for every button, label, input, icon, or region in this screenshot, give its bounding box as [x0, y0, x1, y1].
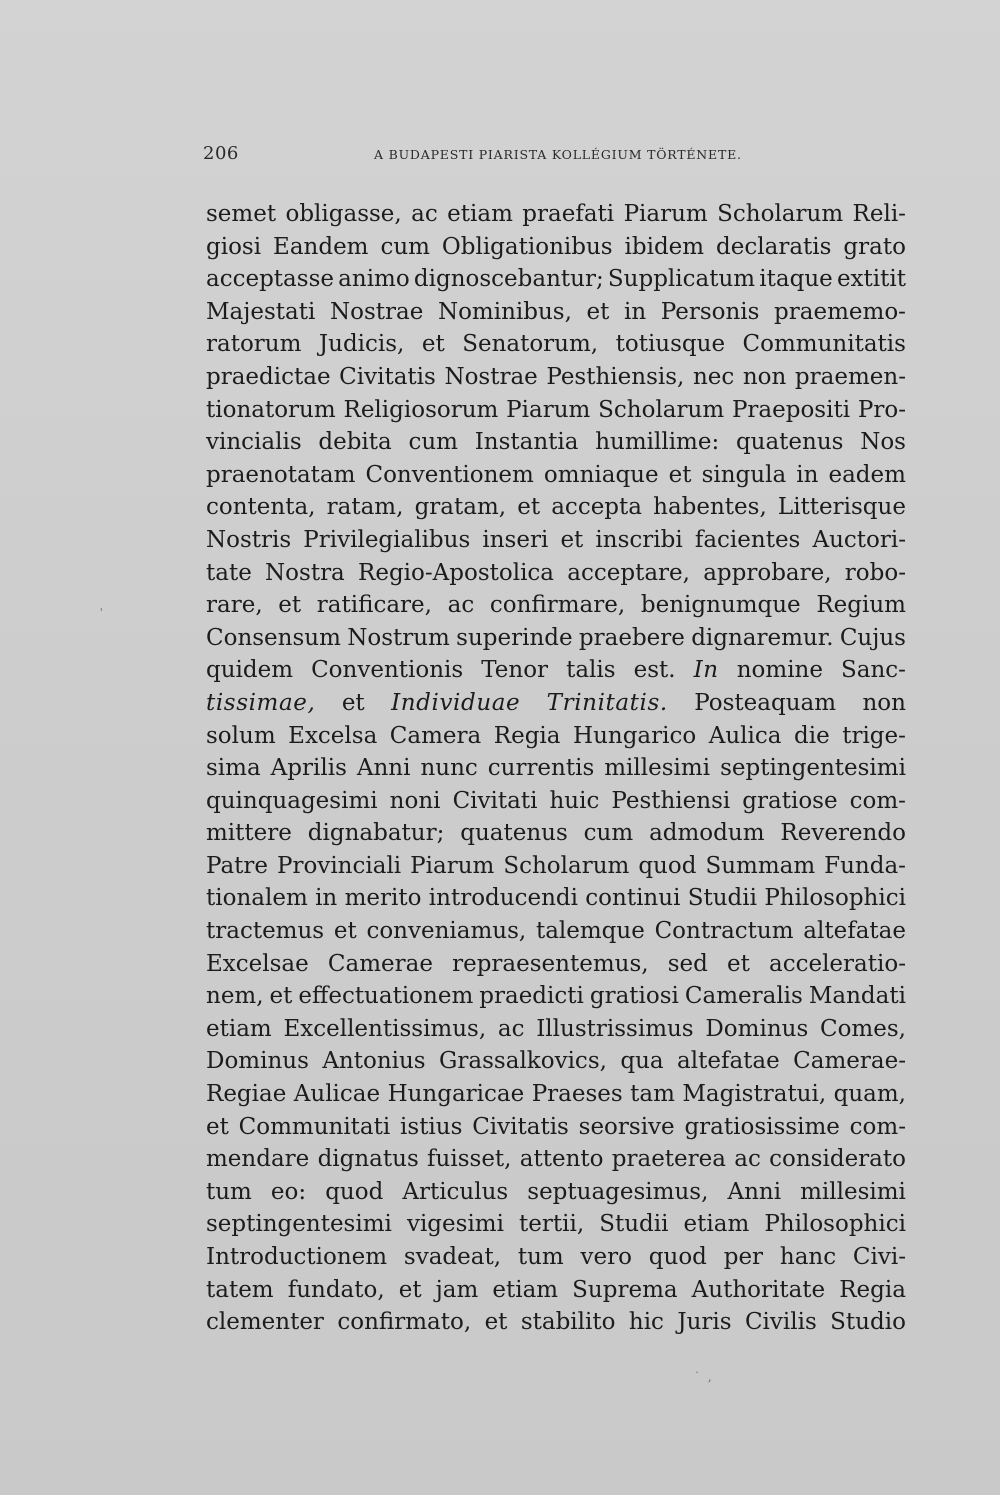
word: tate: [206, 559, 252, 586]
word: millesimi: [604, 755, 711, 782]
text-line: [206, 589, 906, 622]
word: et: [421, 331, 445, 358]
word: Mandati: [808, 983, 906, 1010]
text-line: [206, 1078, 906, 1111]
word: Piarum: [410, 852, 495, 879]
word: Communitatis: [742, 331, 906, 358]
text-line: [206, 817, 906, 850]
word: Hungaricae: [387, 1081, 525, 1108]
word: ac: [497, 1015, 525, 1042]
text-line: [206, 394, 906, 427]
word: Grassalkovics,: [439, 1048, 607, 1075]
word: cum: [380, 233, 430, 260]
word: Aulicae: [293, 1081, 381, 1108]
word: Suprema: [572, 1276, 678, 1303]
word: sima: [206, 755, 261, 782]
word: Anni: [727, 1178, 782, 1205]
word: Cameralis: [684, 983, 803, 1010]
text-line: [206, 785, 906, 818]
word: et: [341, 689, 365, 716]
word: Piarum: [623, 201, 708, 227]
word: approbare,: [703, 559, 832, 586]
word: fuisset,: [427, 1146, 512, 1173]
text-line: [206, 1176, 906, 1209]
word: considerato: [769, 1146, 906, 1173]
text-line: [206, 1143, 906, 1176]
text-line: [206, 1306, 906, 1339]
word: talemque: [535, 918, 645, 945]
text-line: [206, 296, 906, 329]
word: praeterea: [611, 1146, 726, 1173]
word: Patre: [206, 852, 269, 879]
word: Authoritate: [691, 1276, 826, 1303]
word: Studii: [599, 1211, 669, 1238]
word: per: [723, 1244, 764, 1270]
word: Pesthiensi: [611, 787, 731, 814]
word: praenotatam: [206, 461, 356, 488]
word: praemen-: [794, 363, 906, 390]
word: Civilis: [744, 1309, 817, 1336]
word: semet: [206, 201, 277, 227]
word: seorsive: [578, 1113, 675, 1140]
word: tionatorum: [206, 396, 336, 423]
word: et: [269, 983, 293, 1010]
text-line: [206, 687, 906, 720]
word: ratificare,: [316, 592, 432, 619]
word: praedictae: [206, 363, 331, 390]
word: admodum: [649, 820, 765, 847]
word: et: [517, 494, 541, 521]
word: tum: [206, 1178, 252, 1205]
word: Camera: [389, 722, 482, 749]
word: vigesimi: [406, 1211, 504, 1238]
word: Nominibus,: [437, 298, 572, 325]
word: non: [742, 363, 787, 390]
word: Excelsa: [288, 722, 378, 749]
word: Individuae: [391, 689, 521, 716]
text-line: [206, 882, 906, 915]
word: Studio: [830, 1309, 906, 1336]
page-number: 206: [203, 143, 239, 164]
word: septingentesimi: [206, 1211, 392, 1238]
word: est.: [633, 657, 676, 684]
word: continui: [585, 885, 681, 912]
word: Magistratui,: [682, 1081, 827, 1108]
word: quatenus: [460, 820, 568, 847]
word: Excelsae: [206, 950, 309, 977]
word: vero: [580, 1244, 632, 1270]
word: et: [278, 592, 302, 619]
word: Auctori-: [812, 526, 906, 553]
word: Praeses: [531, 1081, 623, 1108]
word: etiam: [206, 1015, 272, 1042]
word: Scholarum: [503, 852, 630, 879]
word: quam,: [833, 1081, 906, 1108]
body-text: [206, 198, 906, 1339]
word: praememo-: [774, 298, 906, 325]
word: repraesentemus,: [452, 950, 649, 977]
word: Instantia: [474, 429, 579, 456]
word: Articulus: [402, 1178, 509, 1205]
word: Posteaquam: [694, 689, 837, 716]
word: jam: [435, 1276, 479, 1303]
word: in: [796, 461, 819, 488]
word: in: [315, 885, 338, 912]
word: Antonius: [322, 1048, 426, 1075]
word: Tenor: [481, 657, 549, 684]
word: qua: [620, 1048, 664, 1075]
text-line: [206, 361, 906, 394]
word: gratiosissime: [684, 1113, 840, 1140]
text-line: [206, 426, 906, 459]
word: Civi-: [852, 1244, 906, 1270]
word: Anni: [356, 755, 411, 782]
word: Camerae: [327, 950, 433, 977]
text-line: [206, 557, 906, 590]
word: grato: [843, 233, 906, 260]
word: Regia: [839, 1276, 906, 1303]
word: svadeat,: [403, 1244, 502, 1270]
word: Conventionis: [311, 657, 464, 684]
word: ac: [447, 592, 475, 619]
word: debita: [318, 429, 392, 456]
text-line: [206, 915, 906, 948]
word: Communitati: [238, 1113, 391, 1140]
word: Eandem: [273, 233, 369, 260]
word: Funda-: [824, 852, 906, 879]
word: et: [560, 526, 584, 553]
text-line: [206, 1111, 906, 1144]
word: Privilegialibus: [303, 526, 471, 553]
word: Scholarum: [598, 396, 725, 423]
text-line: [206, 459, 906, 492]
word: acceptasse: [206, 266, 334, 293]
word: cum: [408, 429, 458, 456]
word: attento: [519, 1146, 604, 1173]
word: nomine: [736, 657, 823, 684]
text-line: [206, 1045, 906, 1078]
word: Religiosorum: [343, 396, 499, 423]
word: etiam: [683, 1211, 750, 1238]
word: merito: [344, 885, 422, 912]
word: acceptare,: [567, 559, 690, 586]
word: Excellentissimus,: [283, 1015, 487, 1042]
word: ac: [734, 1146, 761, 1173]
word: stabilito: [520, 1309, 616, 1336]
word: et: [333, 918, 357, 945]
word: Nostris: [206, 526, 292, 553]
word: et: [726, 950, 750, 977]
word: Introductionem: [206, 1244, 388, 1270]
word: trige-: [842, 722, 906, 749]
text-line: [206, 328, 906, 361]
word: cum: [583, 820, 634, 847]
text-line: [206, 720, 906, 753]
word: septuagesimus,: [527, 1178, 709, 1205]
word: tatem: [206, 1276, 274, 1303]
word: et: [484, 1309, 508, 1336]
word: Personis: [660, 298, 760, 325]
word: septingentesimi: [720, 755, 906, 782]
word: hic: [628, 1309, 664, 1336]
word: Regium: [816, 592, 906, 619]
word: Civitatis: [339, 363, 436, 390]
text-line: [206, 1241, 906, 1274]
word: Piarum: [506, 396, 591, 423]
word: ratorum: [206, 331, 302, 358]
text-line: [206, 524, 906, 557]
word: et: [398, 1276, 422, 1303]
word: Nostrae: [444, 363, 538, 390]
word: noni: [389, 787, 441, 814]
word: Judicis,: [318, 331, 405, 358]
word: Nostra: [265, 559, 345, 586]
word: tionalem: [206, 885, 308, 912]
word: eadem: [828, 461, 906, 488]
word: humillime:: [595, 429, 720, 456]
text-line: [206, 198, 906, 231]
word: giosi: [206, 233, 262, 260]
word: dignaremur.: [691, 624, 834, 651]
word: Obligationibus: [441, 233, 613, 260]
footer-specks: ˙ ,: [694, 1370, 714, 1384]
word: quod: [638, 852, 697, 879]
word: nunc: [420, 755, 478, 782]
word: Praepositi: [731, 396, 851, 423]
word: superinde: [456, 624, 573, 651]
word: Nostrum: [347, 624, 450, 651]
word: millesimi: [800, 1178, 906, 1205]
word: contenta,: [206, 494, 316, 521]
word: Regiae: [206, 1081, 287, 1108]
word: in: [623, 298, 647, 325]
word: Studii: [687, 885, 757, 912]
word: gratam,: [414, 494, 507, 521]
word: nec: [692, 363, 735, 390]
word: Litterisque: [777, 494, 906, 521]
word: robo-: [844, 559, 906, 586]
word: Cujus: [839, 624, 906, 651]
word: Hungarico: [573, 722, 697, 749]
word: Trinitatis.: [546, 689, 668, 716]
word: etiam: [447, 201, 513, 227]
word: Camerae-: [793, 1048, 906, 1075]
word: animo: [338, 266, 410, 293]
word: quinquagesimi: [206, 787, 378, 814]
word: com-: [849, 787, 906, 814]
text-line: [206, 752, 906, 785]
word: Reli-: [852, 201, 906, 227]
word: solum: [206, 722, 276, 749]
word: inscribi: [595, 526, 683, 553]
word: ibidem: [624, 233, 705, 260]
text-line: [206, 948, 906, 981]
word: Aulica: [708, 722, 782, 749]
text-line: [206, 980, 906, 1013]
word: currentis: [487, 755, 595, 782]
word: etiam: [492, 1276, 559, 1303]
word: tam: [630, 1081, 675, 1108]
word: sed: [667, 950, 708, 977]
word: Illustrissimus: [536, 1015, 694, 1042]
text-line: [206, 263, 906, 296]
word: tertii,: [519, 1211, 585, 1238]
word: Civitatis: [472, 1113, 569, 1140]
word: benignumque: [640, 592, 801, 619]
word: Summam: [705, 852, 816, 879]
word: Aprilis: [270, 755, 347, 782]
word: Senatorum,: [462, 331, 599, 358]
word: praefati: [522, 201, 615, 227]
word: Sanc-: [841, 657, 906, 684]
word: et: [586, 298, 610, 325]
word: dignatus: [317, 1146, 419, 1173]
word: declaratis: [716, 233, 832, 260]
word: itaque: [759, 266, 833, 293]
word: Supplicatum: [607, 266, 756, 293]
word: Conventionem: [365, 461, 534, 488]
text-line: [206, 1208, 906, 1241]
word: rare,: [206, 592, 263, 619]
running-title: A BUDAPESTI PIARISTA KOLLÉGIUM TÖRTÉNETE.: [374, 147, 742, 162]
word: Nos: [860, 429, 906, 456]
word: effectuationem: [298, 983, 474, 1010]
word: talis: [566, 657, 616, 684]
word: quod: [648, 1244, 707, 1270]
word: fundato,: [287, 1276, 385, 1303]
word: Civitati: [452, 787, 538, 814]
word: accepta: [551, 494, 642, 521]
word: vincialis: [206, 429, 302, 456]
text-line: [206, 1274, 906, 1307]
word: quidem: [206, 657, 294, 684]
text-line: [206, 654, 906, 687]
margin-speck: ˒: [100, 604, 104, 617]
word: istius: [400, 1113, 463, 1140]
word: Philosophici: [764, 1211, 906, 1238]
word: Comes,: [819, 1015, 906, 1042]
word: nem,: [206, 983, 264, 1010]
word: gratiose: [742, 787, 838, 814]
word: quatenus: [735, 429, 844, 456]
text-line: [206, 850, 906, 883]
word: In: [693, 657, 719, 684]
text-line: [206, 231, 906, 264]
word: quod: [325, 1178, 384, 1205]
word: dignabatur;: [307, 820, 445, 847]
word: praebere: [578, 624, 685, 651]
word: inseri: [482, 526, 549, 553]
word: Provinciali: [277, 852, 402, 879]
word: non: [862, 689, 906, 716]
word: die: [793, 722, 830, 749]
word: Nostrae: [329, 298, 424, 325]
word: altefatae: [803, 918, 906, 945]
word: extitit: [836, 266, 906, 293]
word: ratam,: [326, 494, 404, 521]
word: mendare: [206, 1146, 310, 1173]
word: Dominus: [206, 1048, 309, 1075]
word: confirmato,: [337, 1309, 472, 1336]
word: Scholarum: [717, 201, 844, 227]
word: Pro-: [857, 396, 906, 423]
word: eo:: [270, 1178, 307, 1205]
word: acceleratio-: [768, 950, 906, 977]
word: et: [206, 1113, 229, 1140]
word: praedicti: [479, 983, 584, 1010]
word: Regio-Apostolica: [358, 559, 555, 586]
word: omniaque: [543, 461, 659, 488]
word: hanc: [779, 1244, 837, 1270]
text-line: [206, 1013, 906, 1046]
word: conveniamus,: [366, 918, 527, 945]
word: Regia: [493, 722, 561, 749]
word: et: [668, 461, 692, 488]
word: habentes,: [653, 494, 767, 521]
word: tissimae,: [206, 689, 316, 716]
word: introducendi: [428, 885, 578, 912]
word: Philosophici: [764, 885, 906, 912]
word: altefatae: [677, 1048, 780, 1075]
word: dignoscebantur;: [413, 266, 604, 293]
word: gratiosi: [589, 983, 679, 1010]
text-line: [206, 622, 906, 655]
word: Consensum: [206, 624, 341, 651]
word: tum: [517, 1244, 564, 1270]
word: Majestati: [206, 298, 316, 325]
word: totiusque: [615, 331, 726, 358]
word: Contractum: [654, 918, 794, 945]
word: mittere: [206, 820, 292, 847]
word: clementer: [206, 1309, 324, 1336]
word: facientes: [694, 526, 801, 553]
word: obligasse,: [285, 201, 402, 227]
word: Reverendo: [780, 820, 906, 847]
word: Juris: [677, 1309, 732, 1336]
word: huic: [549, 787, 600, 814]
word: Pesthiensis,: [546, 363, 685, 390]
word: tractemus: [206, 918, 325, 945]
text-line: [206, 491, 906, 524]
word: ac: [411, 201, 438, 227]
running-head: [203, 143, 753, 167]
word: confirmare,: [489, 592, 626, 619]
word: Dominus: [705, 1015, 809, 1042]
word: singula: [701, 461, 787, 488]
word: com-: [849, 1113, 906, 1140]
